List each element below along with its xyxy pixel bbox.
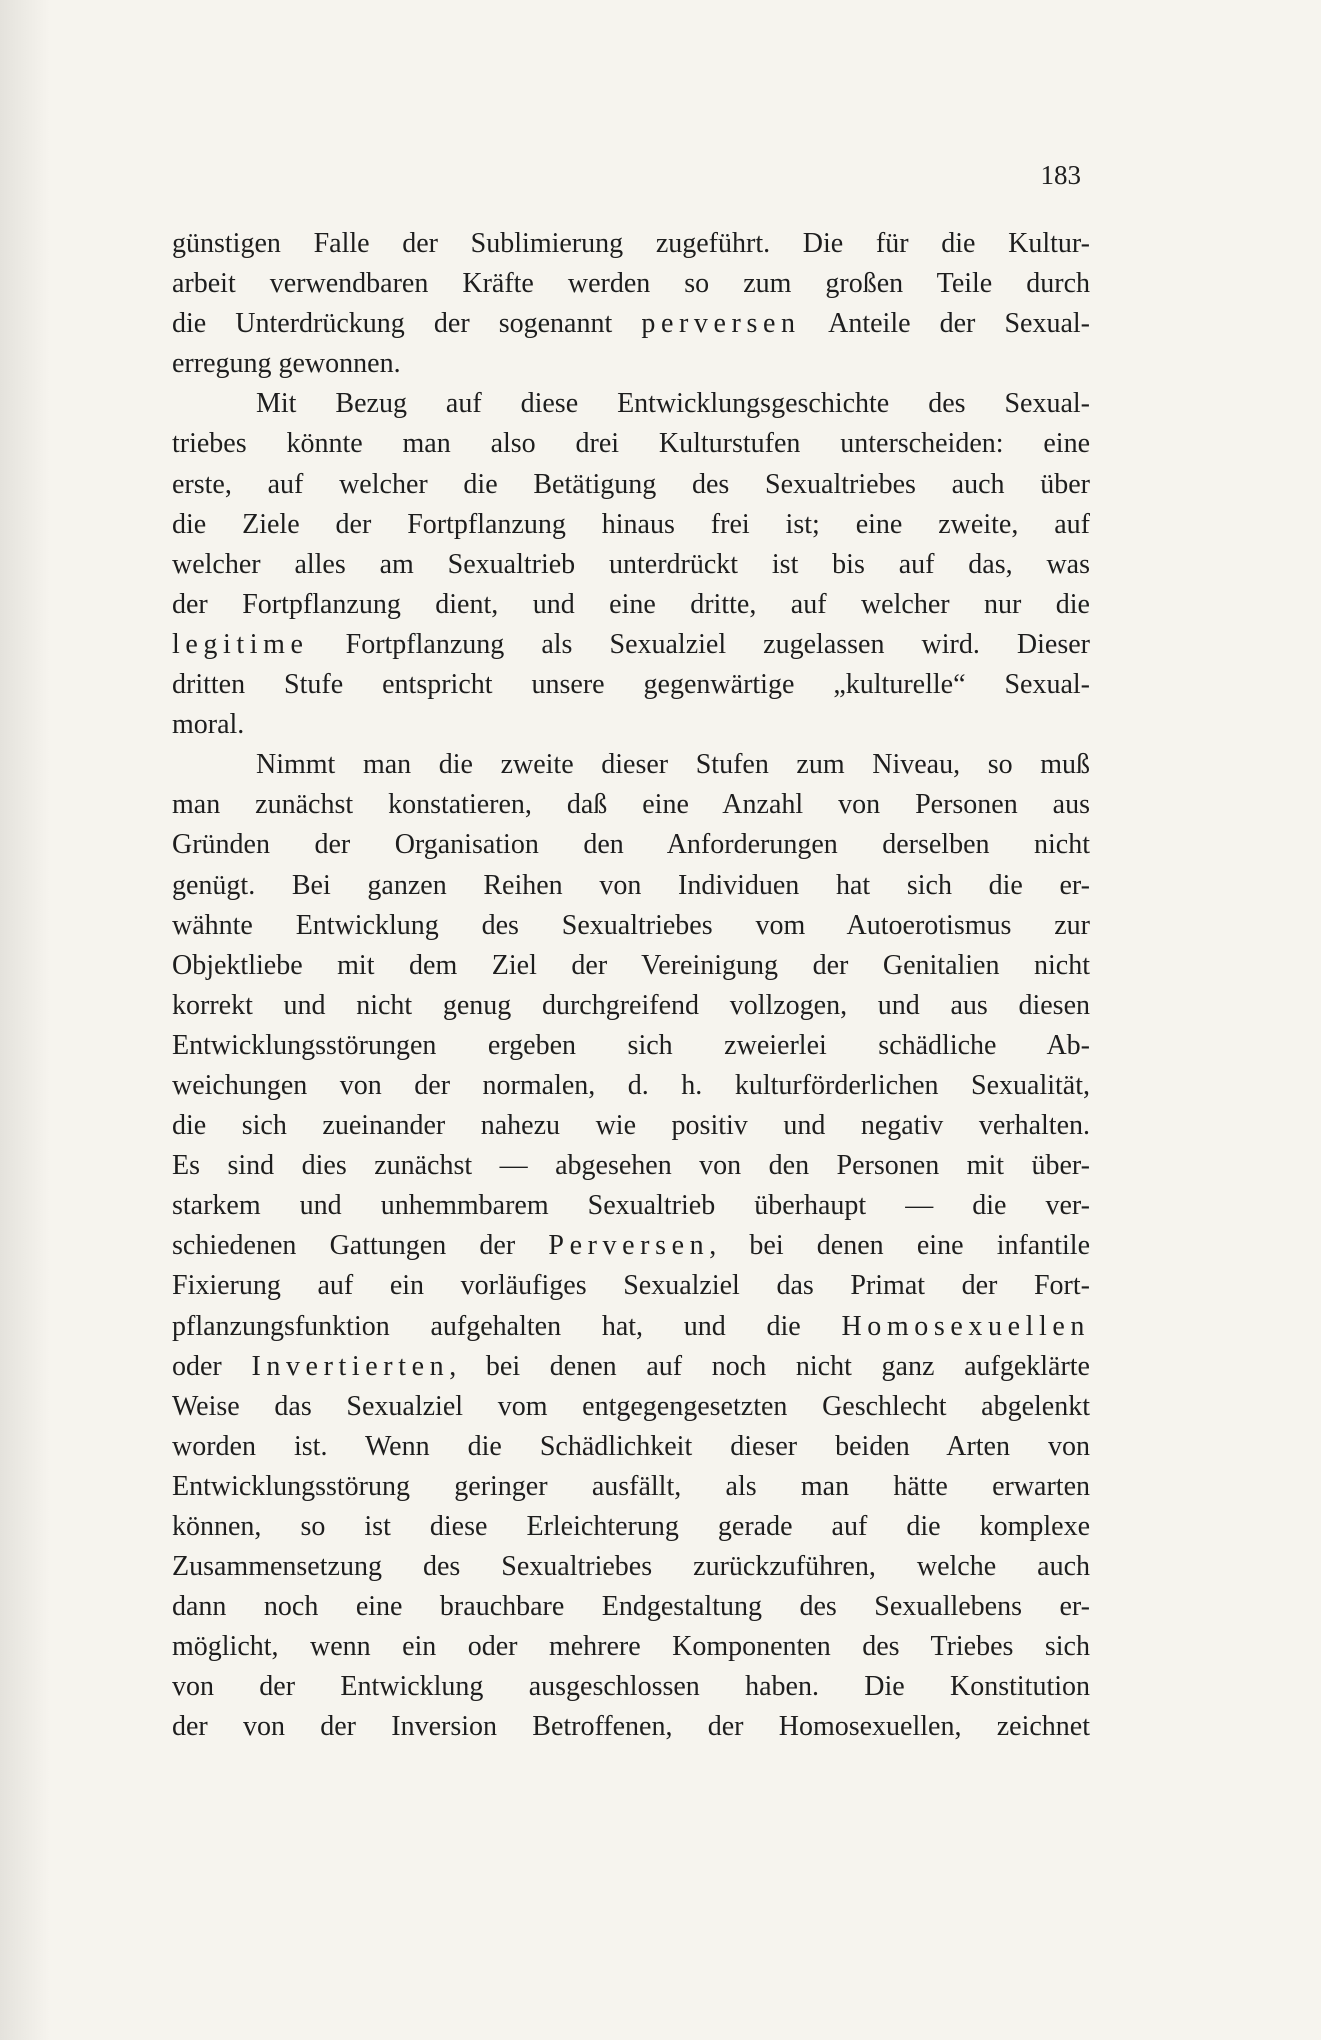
text-segment: Objektliebe mit dem Ziel der Vereinigung der Genitalien nicht: [172, 949, 1090, 981]
text-line: [172, 866, 1090, 906]
text-line: [172, 1587, 1090, 1627]
text-line: [172, 1186, 1090, 1226]
spaced-emphasis: Homosexuellen: [841, 1310, 1090, 1342]
text-segment: worden ist. Wenn die Schädlichkeit dieser beiden Arten von: [172, 1430, 1090, 1462]
text-segment: Es sind dies zunächst — abgesehen von den Personen mit über-: [172, 1150, 1090, 1182]
text-line: [172, 424, 1090, 464]
text-segment: Fortpflanzung als Sexualziel zugelassen wird. Dieser: [308, 628, 1090, 660]
text-line: [172, 384, 1090, 424]
text-segment: Entwicklungsstörung geringer ausfällt, als man hätte erwarten: [172, 1470, 1090, 1502]
text-line: [172, 1106, 1090, 1146]
text-line: [172, 1467, 1090, 1507]
text-line: [172, 665, 1090, 705]
text-line: [172, 1667, 1090, 1707]
text-segment: korrekt und nicht genug durchgreifend vollzogen, und aus diesen: [172, 989, 1090, 1021]
text-segment: können, so ist diese Erleichterung gerade auf die komplexe: [172, 1511, 1090, 1542]
text-segment: Gründen der Organisation den Anforderungen derselben nicht: [172, 829, 1090, 861]
text-segment: wähnte Entwicklung des Sexualtriebes vom Autoerotismus zur: [172, 909, 1090, 941]
text-line: [172, 1146, 1090, 1186]
text-line: [172, 344, 1090, 384]
text-segment: oder: [172, 1350, 252, 1382]
text-segment: der von der Inversion Betroffenen, der Homosexuellen, zeichnet: [172, 1711, 1090, 1743]
text-segment: , bei denen eine infantile: [709, 1230, 1091, 1262]
text-segment: weichungen von der normalen, d. h. kulturförderlichen Sexualität,: [172, 1069, 1090, 1101]
text-segment: erregung gewonnen.: [172, 348, 401, 380]
text-line: [172, 224, 1090, 264]
text-line: [172, 1266, 1090, 1306]
text-segment: genügt. Bei ganzen Reihen von Individuen hat sich die er-: [172, 869, 1090, 901]
text-line: [172, 1226, 1090, 1266]
text-segment: pflanzungsfunktion aufgehalten hat, und die: [172, 1310, 842, 1342]
text-segment: starkem und unhemmbarem Sexualtrieb überhaupt — die ver-: [172, 1190, 1090, 1222]
text-line: [172, 1307, 1090, 1347]
text-segment: Anteile der Sexual-: [800, 308, 1090, 340]
page-number: 183: [1040, 160, 1081, 190]
text-line: [172, 745, 1090, 785]
text-segment: der Fortpflanzung dient, und eine dritte, auf welcher nur die: [172, 588, 1090, 620]
text-segment: Entwicklungsstörungen ergeben sich zweierlei schädliche Ab-: [172, 1029, 1090, 1061]
spaced-emphasis: Perversen: [548, 1230, 710, 1262]
text-line: [172, 264, 1090, 304]
text-segment: welcher alles am Sexualtrieb unterdrückt ist bis auf das, was: [172, 548, 1090, 580]
text-segment: man zunächst konstatieren, daß eine Anzahl von Personen aus: [172, 789, 1090, 821]
text-segment: Fixierung auf ein vorläufiges Sexualziel das Primat der Fort-: [172, 1270, 1090, 1302]
text-segment: von der Entwicklung ausgeschlossen haben. Die Konstitution: [172, 1671, 1090, 1703]
text-segment: schiedenen Gattungen der: [172, 1230, 549, 1262]
text-segment: günstigen Falle der Sublimierung zugeführt. Die für die Kultur-: [172, 228, 1090, 259]
text-line: [172, 1066, 1090, 1106]
body-text: [172, 224, 1090, 1748]
text-segment: Weise das Sexualziel vom entgegengesetzten Geschlecht abgelenkt: [172, 1390, 1090, 1422]
text-line: [172, 946, 1090, 986]
text-segment: Nimmt man die zweite dieser Stufen zum Niveau, so muß: [256, 749, 1090, 781]
text-line: [172, 1387, 1090, 1427]
text-segment: triebes könnte man also drei Kulturstufen unterscheiden: eine: [172, 428, 1090, 460]
text-line: [172, 1627, 1090, 1667]
text-line: [172, 825, 1090, 865]
spaced-emphasis: legitime: [172, 628, 309, 660]
scan-edge-shadow: [0, 0, 50, 2040]
text-line: [172, 906, 1090, 946]
text-segment: arbeit verwendbaren Kräfte werden so zum großen Teile durch: [172, 268, 1090, 300]
text-line: [172, 1427, 1090, 1467]
text-line: [172, 986, 1090, 1026]
text-segment: die Unterdrückung der sogenannt: [172, 308, 642, 340]
text-line: [172, 625, 1090, 665]
text-segment: dritten Stufe entspricht unsere gegenwärtige „kulturelle“ Sexual-: [172, 669, 1090, 701]
text-segment: Mit Bezug auf diese Entwicklungsgeschichte des Sexual-: [256, 388, 1090, 420]
text-line: [172, 1547, 1090, 1587]
text-segment: die Ziele der Fortpflanzung hinaus frei ist; eine zweite, auf: [172, 508, 1090, 540]
text-segment: Zusammensetzung des Sexualtriebes zurückzuführen, welche auch: [172, 1551, 1090, 1583]
text-segment: möglicht, wenn ein oder mehrere Komponenten des Triebes sich: [172, 1631, 1090, 1663]
text-line: [172, 1707, 1090, 1747]
text-segment: dann noch eine brauchbare Endgestaltung des Sexuallebens er-: [172, 1591, 1090, 1623]
text-line: [172, 465, 1090, 505]
text-line: [172, 1026, 1090, 1066]
spaced-emphasis: Invertierten: [251, 1350, 450, 1382]
text-segment: moral.: [172, 709, 245, 741]
text-segment: erste, auf welcher die Betätigung des Sexualtriebes auch über: [172, 468, 1090, 500]
text-line: [172, 304, 1090, 344]
text-segment: die sich zueinander nahezu wie positiv und negativ verhalten.: [172, 1110, 1090, 1142]
text-line: [172, 545, 1090, 585]
text-line: [172, 785, 1090, 825]
text-segment: , bei denen auf noch nicht ganz aufgeklärte: [449, 1350, 1090, 1382]
text-line: [172, 585, 1090, 625]
text-line: [172, 505, 1090, 545]
text-line: [172, 705, 1090, 745]
text-line: [172, 1507, 1090, 1547]
text-line: [172, 1347, 1090, 1387]
spaced-emphasis: perversen: [641, 308, 801, 340]
